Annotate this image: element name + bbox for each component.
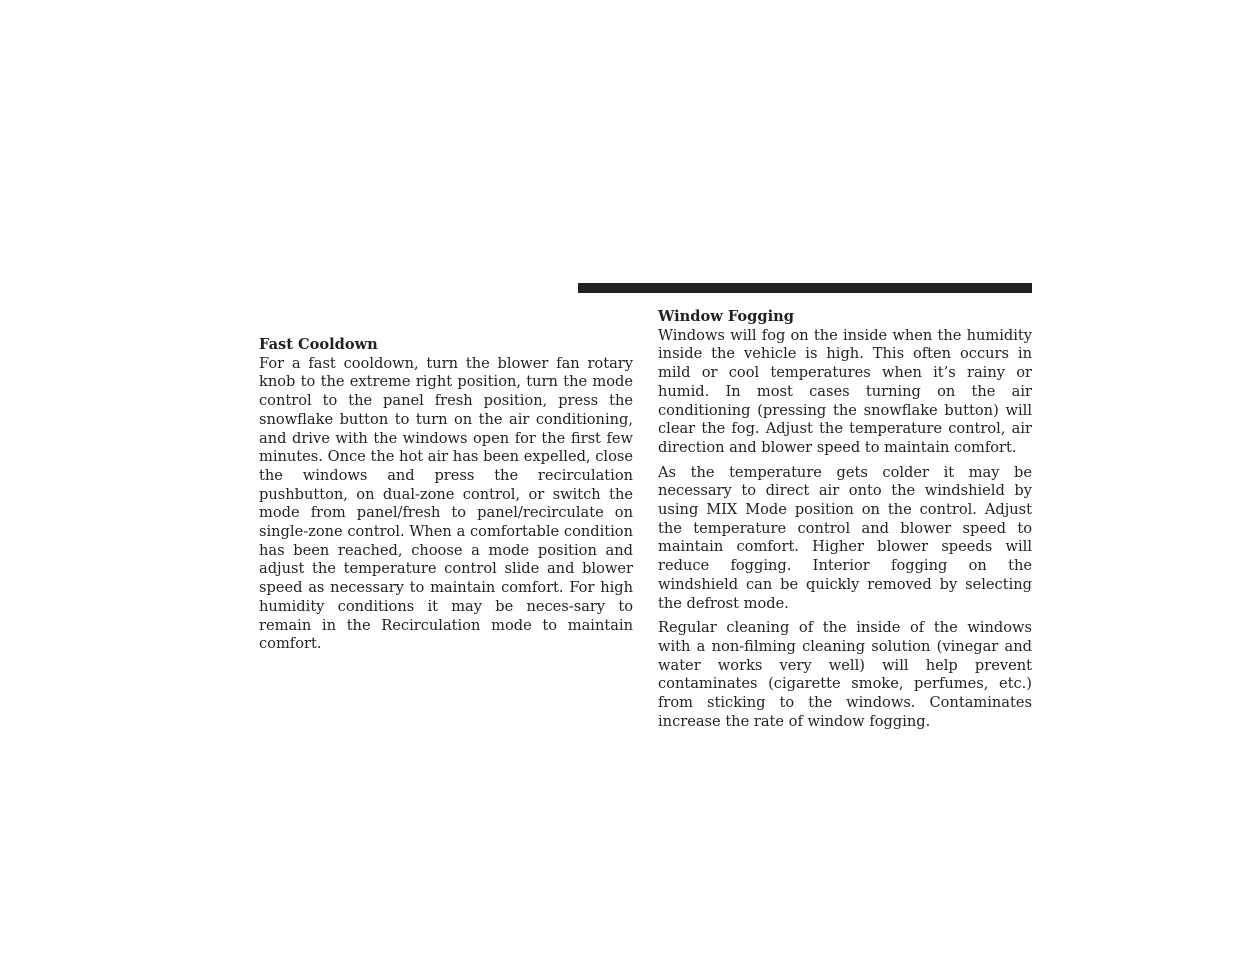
window-fogging-heading: Window Fogging [658, 308, 794, 325]
window-fogging-paragraph-3: Regular cleaning of the inside of the windows with a non-filming cleaning solution (vinegar and water works very well) will help prevent contaminates (cigarette smoke, perfumes, etc.) from sticking to the windows. Contaminates increase the rate of window fogging. [658, 619, 1032, 730]
window-fogging-paragraph-2: As the temperature gets colder it may be necessary to direct air onto the windshield by using MIX Mode position on the control. Adjust the temperature control and blower speed to maintain comfort. Higher blower speeds will reduce fogging. Interior fogging on the windshield can be quickly removed by selecting the defrost mode. [658, 463, 1032, 612]
window-fogging-paragraph-1: Windows will fog on the inside when the humidity inside the vehicle is high. This often occurs in mild or cool temperatures when it’s rainy or humid. In most cases turning on the air conditioning (pressing the snowflake button) will clear the fog. Adjust the temperature control, air direction and blower speed to maintain comfort. [658, 326, 1032, 456]
fast-cooldown-paragraph: For a fast cooldown, turn the blower fan rotary knob to the extreme right position, turn the mode control to the panel fresh position, press the snowflake button to turn on the air conditioning, and drive with the windows open for the first few minutes. Once the hot air has been expelled, close the windows and press the recirculation pushbutton, on dual-zone control, or switch the mode from panel/fresh to panel/recirculate on single-zone control. When a comfortable condition has been reached, choose a mode position and adjust the temperature control slide and blower speed as necessary to maintain comfort. For high humidity conditions it may be neces-sary to remain in the Recirculation mode to maintain comfort. [259, 354, 633, 653]
left-column [259, 336, 633, 660]
fast-cooldown-heading: Fast Cooldown [259, 336, 378, 353]
right-column [658, 308, 1032, 737]
section-header-rule [578, 283, 1032, 293]
